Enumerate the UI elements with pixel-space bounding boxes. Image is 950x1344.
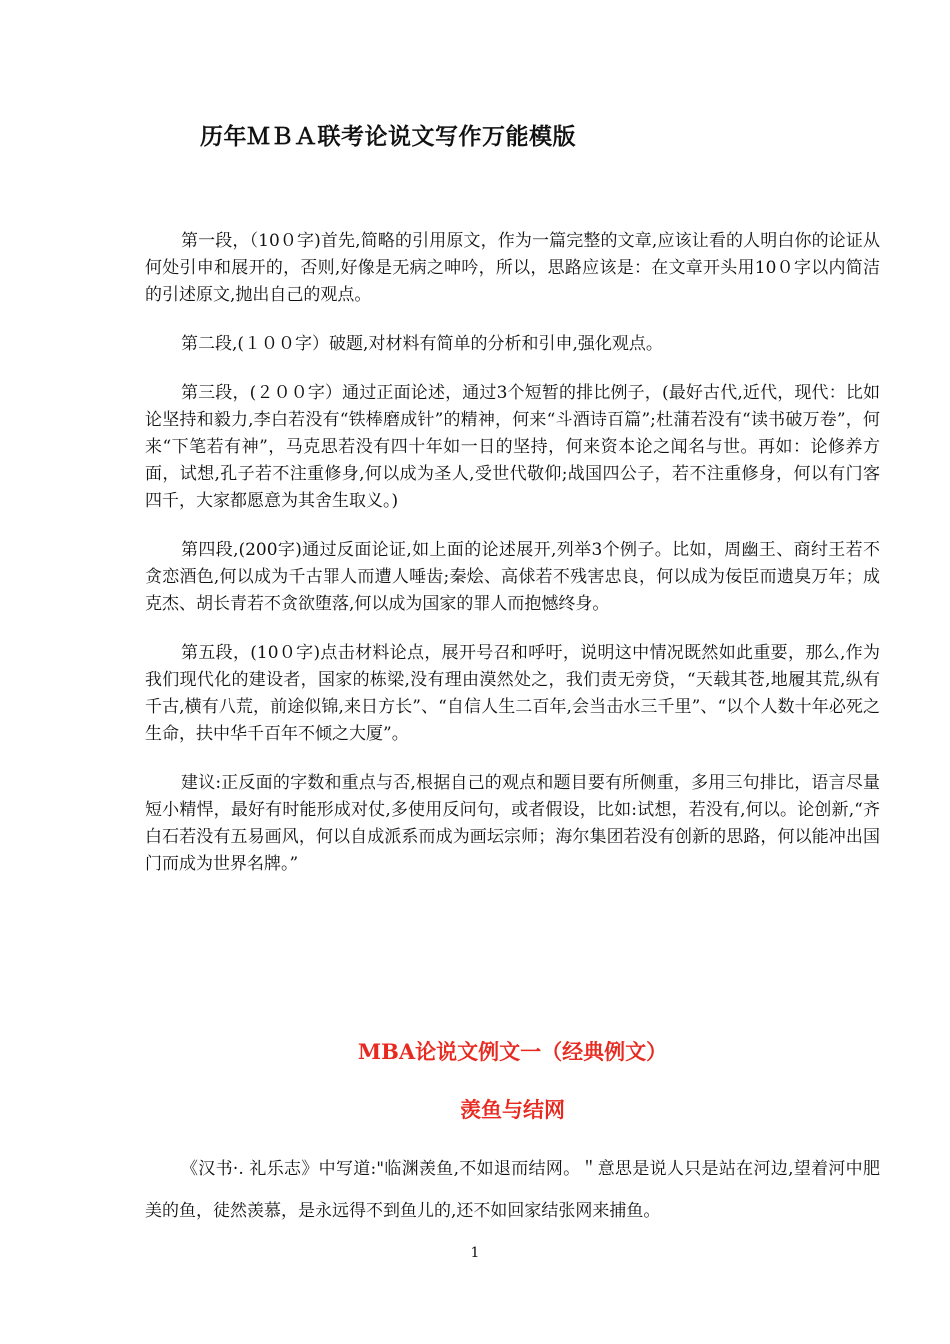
paragraph-4: 第四段,(200字)通过反面论证,如上面的论述展开,列举3个例子。比如，周幽王、商纣王若不贪恋酒色,何以成为千古罪人而遭人唾齿;秦烩、高俅若不残害忠良，何以成为佞臣而遗臭万年；成克杰、胡长青若不贪欲堕落,何以成为国家的罪人而抱憾终身。: [145, 540, 880, 614]
paragraph-2: 第二段,(１００字）破题,对材料有简单的分析和引申,强化观点。: [181, 334, 663, 354]
paragraph-5: 第五段，(10０字)点击材料论点，展开号召和呼吁，说明这中情况既然如此重要，那么,作为我们现代化的建设者，国家的栋梁,没有理由漠然处之，我们责无旁贷，“天载其苍,地履其荒,纵有千古,横有八荒，前途似锦,来日方长”、“自信人生二百年,会当击水三千里”、“以个人数十年必死之生命，扶中华千百年不倾之大厦”。: [145, 643, 880, 744]
paragraph-advice: 建议:正反面的字数和重点与否,根据自己的观点和题目要有所侧重，多用三句排比，语言尽量短小精悍，最好有时能形成对仗,多使用反问句，或者假设，比如:试想，若没有,何以。论创新,“齐白石若没有五易画风，何以自成派系而成为画坛宗师；海尔集团若没有创新的思路，何以能冲出国门而成为世界名牌。”: [145, 773, 880, 874]
document-body: [145, 228, 880, 900]
example-heading: MBA论说文例文一（经典例文）: [357, 1039, 668, 1064]
document-title: 历年ＭＢＡ联考论说文写作万能模版: [200, 123, 576, 150]
paragraph-1: 第一段，（10０字)首先,简略的引用原文，作为一篇完整的文章,应该让看的人明白你的论证从何处引申和展开的，否则,好像是无病之呻吟，所以，思路应该是：在文章开头用10０字以内简洁的引述原文,抛出自己的观点。: [145, 231, 880, 305]
page-number: 1: [470, 1245, 480, 1261]
example-subheading: 羡鱼与结网: [460, 1097, 565, 1122]
paragraph-3: 第三段，(２００字）通过正面论述，通过3个短暂的排比例子，(最好古代,近代，现代：比如论坚持和毅力,李白若没有“铁棒磨成针”的精神，何来“斗酒诗百篇”;杜蒲若没有“读书破万卷”，何来“下笔若有神”，马克思若没有四十年如一日的坚持，何来资本论之闻名与世。再如：论修养方面，试想,孔子若不注重修身,何以成为圣人,受世代敬仰;战国四公子，若不注重修身，何以有门客四千，大家都愿意为其舍生取义。): [145, 383, 880, 511]
example-essay-text: 《汉书·. 礼乐志》中写道:"临渊羡鱼,不如退而结网。＂意思是说人只是站在河边,望着河中肥美的鱼，徒然羡慕，是永远得不到鱼儿的,还不如回家结张网来捕鱼。: [145, 1159, 880, 1221]
